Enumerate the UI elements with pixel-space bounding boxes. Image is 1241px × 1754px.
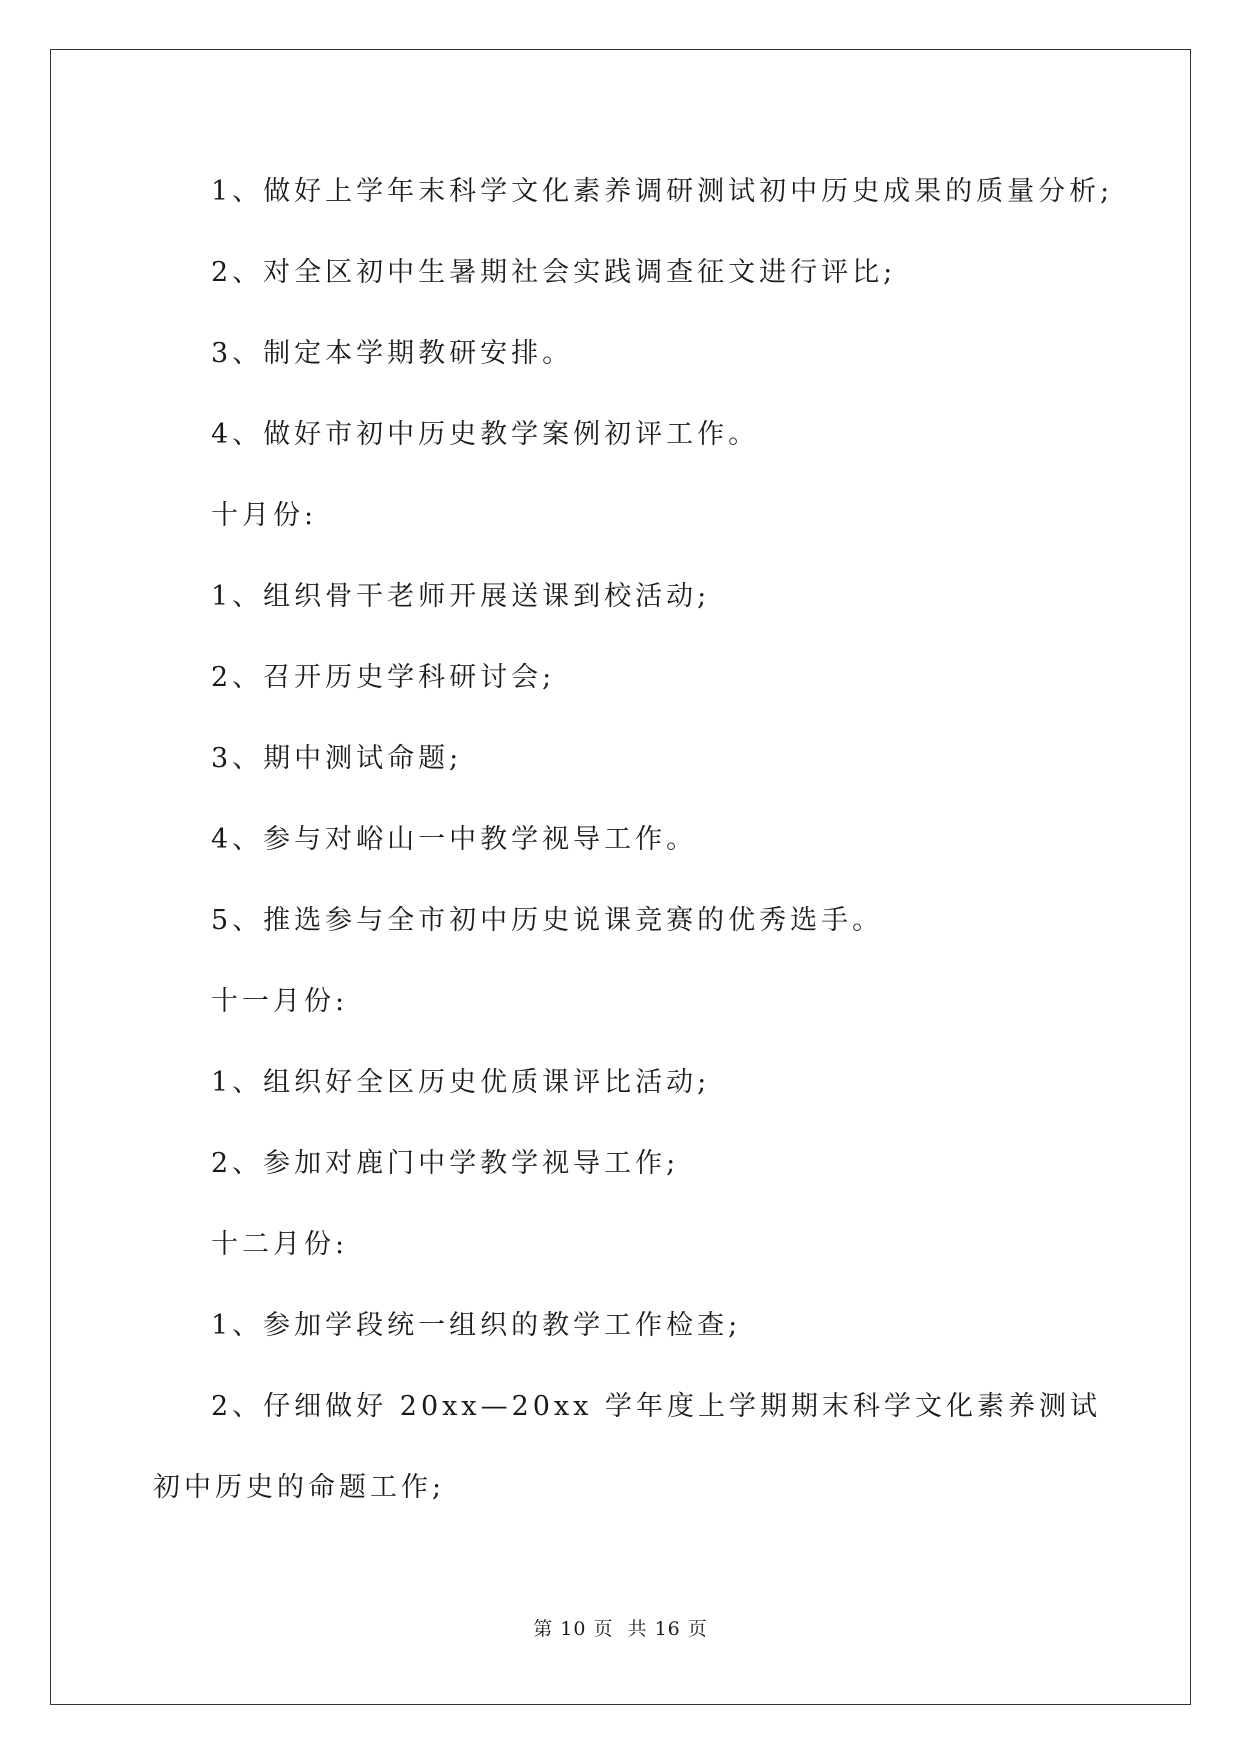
section-heading: 十月份: <box>211 500 318 531</box>
paragraph: 2、召开历史学科研讨会; <box>211 662 556 693</box>
page-number: 第 10 页 共 16 页 <box>533 1618 708 1640</box>
paragraph: 1、参加学段统一组织的教学工作检查; <box>211 1310 742 1341</box>
paragraph: 2、仔细做好 20xx—20xx 学年度上学期期末科学文化素养测试初中历史的命题工作; <box>153 1391 1101 1503</box>
paragraph: 1、做好上学年末科学文化素养调研测试初中历史成果的质量分析; <box>211 176 1114 207</box>
paragraph: 4、参与对峪山一中教学视导工作。 <box>211 824 698 855</box>
paragraph: 1、组织骨干老师开展送课到校活动; <box>211 581 711 612</box>
paragraph: 2、参加对鹿门中学教学视导工作; <box>211 1148 680 1179</box>
paragraph: 3、期中测试命题; <box>211 743 463 774</box>
section-heading: 十一月份: <box>211 986 349 1017</box>
paragraph: 5、推选参与全市初中历史说课竞赛的优秀选手。 <box>211 905 884 936</box>
paragraph: 4、做好市初中历史教学案例初评工作。 <box>211 419 760 450</box>
paragraph: 2、对全区初中生暑期社会实践调查征文进行评比; <box>211 257 897 288</box>
paragraph: 3、制定本学期教研安排。 <box>211 338 574 369</box>
page-footer <box>0 1614 1241 1641</box>
paragraph: 1、组织好全区历史优质课评比活动; <box>211 1067 711 1098</box>
document-body <box>153 168 1113 1561</box>
section-heading: 十二月份: <box>211 1229 349 1260</box>
